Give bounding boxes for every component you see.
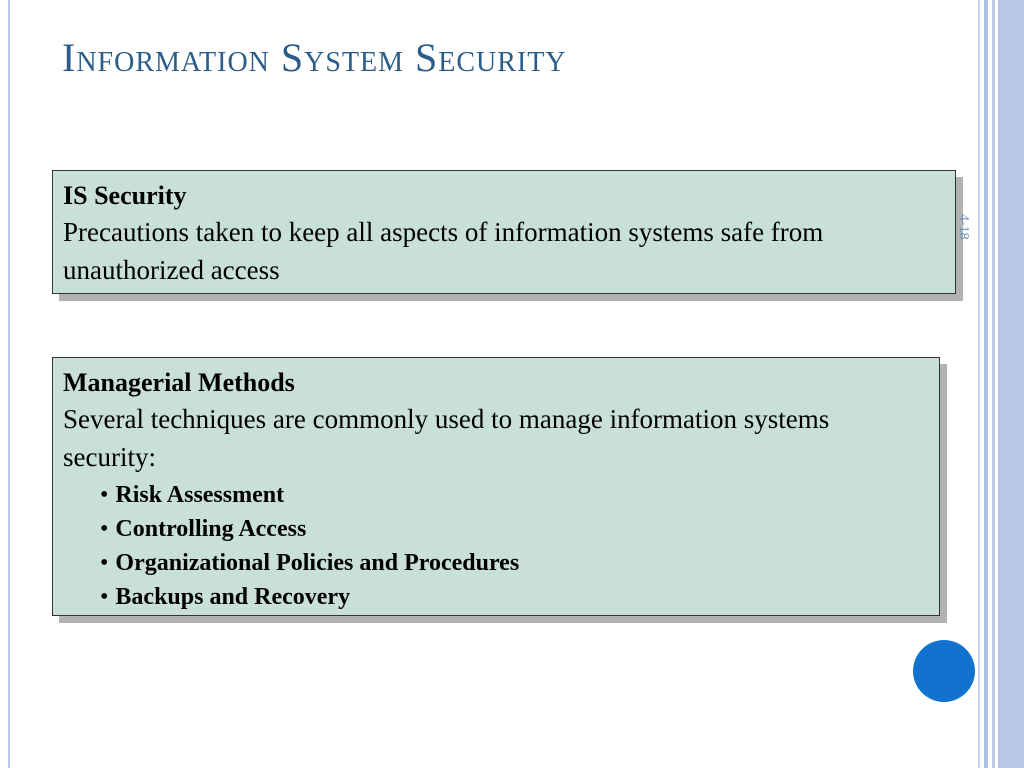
- is-security-content: [63, 179, 941, 289]
- is-security-heading: IS Security: [63, 181, 187, 210]
- frame-stripe: [992, 0, 995, 768]
- right-border-frame: [978, 0, 1024, 768]
- left-border-line: [8, 0, 10, 768]
- slide-title: Information System Security: [62, 35, 567, 80]
- is-security-definition: Precautions taken to keep all aspects of information systems safe from unauthorized access: [63, 217, 824, 285]
- managerial-methods-box: [52, 357, 940, 616]
- list-item: [100, 546, 925, 580]
- list-item: [100, 512, 925, 546]
- list-item-label: Backups and Recovery: [115, 584, 351, 610]
- frame-stripe: [984, 0, 988, 768]
- list-item-label: Organizational Policies and Procedures: [115, 550, 520, 576]
- bullet-icon: •: [100, 584, 109, 610]
- managerial-methods-content: [63, 366, 925, 614]
- methods-list: [63, 478, 925, 614]
- frame-stripe: [978, 0, 980, 768]
- list-item-label: Controlling Access: [115, 516, 307, 542]
- bullet-icon: •: [100, 482, 109, 508]
- managerial-methods-description: Several techniques are commonly used to manage information systems security:: [63, 404, 830, 472]
- frame-stripe: [998, 0, 1024, 768]
- bullet-icon: •: [100, 550, 109, 576]
- slide-number: 4-18: [956, 214, 971, 240]
- managerial-methods-heading: Managerial Methods: [63, 368, 295, 397]
- is-security-box: [52, 170, 956, 294]
- list-item: [100, 478, 925, 512]
- bullet-icon: •: [100, 516, 109, 542]
- circle-icon: [913, 640, 975, 702]
- list-item-label: Risk Assessment: [115, 482, 285, 508]
- list-item: [100, 580, 925, 614]
